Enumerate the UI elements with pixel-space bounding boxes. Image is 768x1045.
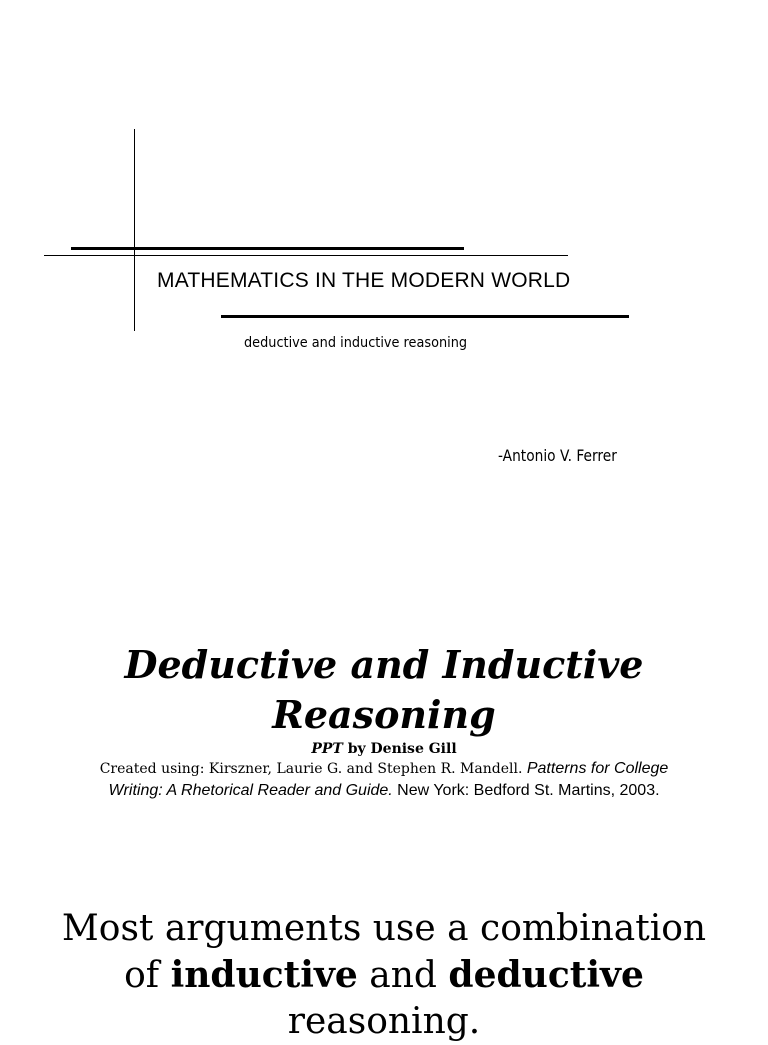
- slide-title-line-2: Reasoning: [272, 692, 496, 737]
- citation-line-2: [0, 780, 768, 801]
- slide-title-line-1: Deductive and Inductive: [124, 642, 644, 687]
- citation-line-1: [0, 758, 768, 780]
- citation-publisher: New York: Bedford St. Martins, 2003.: [392, 782, 660, 799]
- deductive-emphasis: deductive: [448, 954, 644, 996]
- slide3-line-1: Most arguments use a combination: [61, 908, 707, 949]
- slide3-line2-prefix: of: [124, 955, 171, 996]
- citation-prefix: Created using: Kirszner, Laurie G. and Stephen R. Mandell.: [99, 761, 527, 777]
- ppt-credit: [0, 740, 768, 758]
- slide3-line-3: reasoning.: [287, 1001, 481, 1042]
- slide-3: [0, 906, 768, 1045]
- slide3-line2-mid: and: [357, 955, 449, 996]
- ppt-author: by Denise Gill: [342, 741, 457, 757]
- slide3-line-2: [0, 952, 768, 999]
- ppt-label: PPT: [311, 741, 343, 757]
- thin-horizontal-rule: [44, 255, 568, 256]
- author-name: Antonio V. Ferrer: [502, 446, 617, 465]
- thick-top-rule: [71, 247, 464, 250]
- citation-book-title-part-1: Patterns for College: [526, 760, 669, 777]
- author-credit: [498, 446, 617, 465]
- thick-bottom-rule: [221, 315, 629, 318]
- inductive-emphasis: inductive: [170, 954, 358, 996]
- slide-subtitle: deductive and inductive reasoning: [244, 335, 468, 351]
- citation-book-title-part-2: Writing: A Rhetorical Reader and Guide.: [108, 782, 393, 799]
- author-dash: -: [498, 446, 503, 465]
- course-title: MATHEMATICS IN THE MODERN WORLD: [157, 269, 571, 292]
- vertical-rule: [134, 129, 135, 331]
- slide-2: [0, 640, 768, 801]
- slide-title: [0, 640, 768, 740]
